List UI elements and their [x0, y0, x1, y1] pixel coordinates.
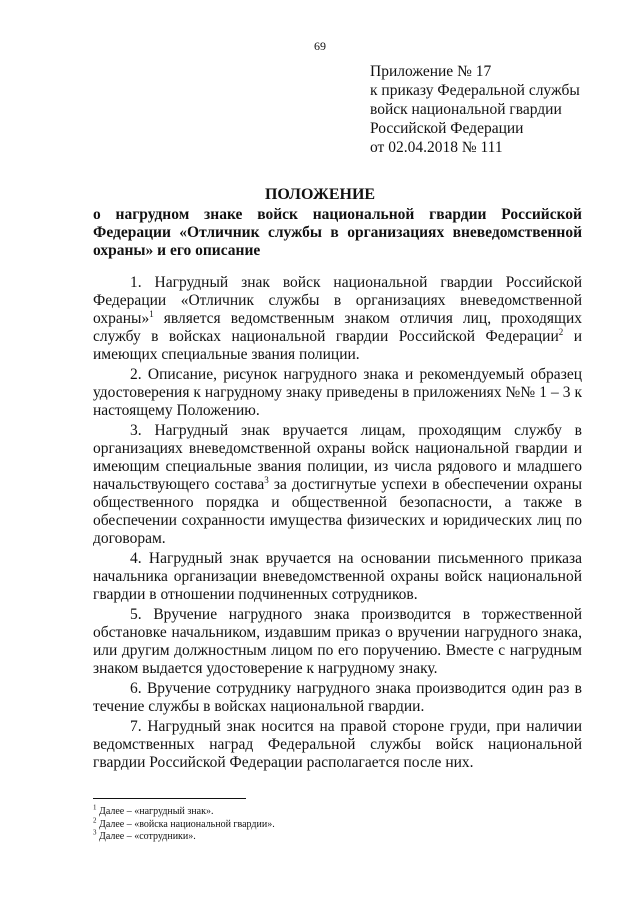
subtitle-line: о нагрудном знаке войск национальной гвардии Российской — [93, 206, 582, 223]
footnote-ref: 2 — [558, 326, 564, 337]
footnotes — [93, 803, 493, 844]
paragraph-3: 3. Нагрудный знак вручается лицам, проходящим службу в организациях вневедомственной охраны войск национальной гвардии и имеющим специальные звания полиции, из числа рядового и младшего начальствующего состава$^3$ за достигнутые успехи в обеспечении охраны общественного порядка и общественной безопасности, а также в обеспечении сохранности имущества физических и юридических лиц по договорам. — [93, 422, 582, 547]
footnote: $^1$ Далее – «нагрудный знак». — [93, 803, 214, 817]
appendix-line: войск национальной гвардии — [370, 101, 562, 118]
footnote-ref: 3 — [264, 474, 269, 485]
footnote-ref: 1 — [149, 308, 154, 319]
appendix-line: Приложение № 17 — [370, 63, 492, 80]
paragraph-4: 4. Нагрудный знак вручается на основании письменного приказа начальника организации вневедомственной охраны войск национальной гвардии в отношении подчиненных сотрудников. — [93, 550, 582, 603]
document-subtitle — [93, 206, 582, 260]
document-title: ПОЛОЖЕНИЕ — [264, 186, 376, 203]
appendix-line: к приказу Федеральной службы — [370, 82, 580, 99]
subtitle-line: охраны» и его описание — [93, 242, 261, 259]
paragraph-5: 5. Вручение нагрудного знака производится в торжественной обстановке начальником, издавшим приказ о вручении нагрудного знака, или другим должностным лицом по его поручению. Вместе с нагрудным знаком выдается удостоверение к нагрудному знаку. — [93, 606, 582, 677]
footnote: $^3$ Далее – «сотрудники». — [93, 828, 196, 842]
paragraph-7: 7. Нагрудный знак носится на правой стороне груди, при наличии ведомственных наград Федеральной службы войск национальной гвардии Российской Федерации располагается после них. — [93, 718, 582, 771]
footnote: $^2$ Далее – «войска национальной гвардии». — [93, 816, 275, 830]
paragraph-2: 2. Описание, рисунок нагрудного знака и рекомендуемый образец удостоверения к нагрудному знаку приведены в приложениях №№ 1 – 3 к настоящему Положению. — [93, 366, 582, 419]
subtitle-line: Федерации «Отличник службы в организациях вневедомственной — [93, 224, 582, 241]
paragraph-1: 1. Нагрудный знак войск национальной гвардии Российской Федерации «Отличник службы в организациях вневедомственной охраны»$^1$ является ведомственным знаком отличия лиц, проходящих службу в войсках национальной гвардии Российской Федерации$^2$ и имеющих специальные звания полиции. — [93, 274, 582, 363]
appendix-line: от 02.04.2018 № 111 — [370, 139, 503, 156]
document-body — [93, 274, 582, 774]
page-number: 69 — [314, 39, 326, 53]
appendix-header — [370, 62, 620, 157]
footnote-divider — [93, 798, 246, 799]
appendix-line: Российской Федерации — [370, 120, 524, 137]
paragraph-6: 6. Вручение сотруднику нагрудного знака производится один раз в течение службы в войсках национальной гвардии. — [93, 680, 582, 715]
